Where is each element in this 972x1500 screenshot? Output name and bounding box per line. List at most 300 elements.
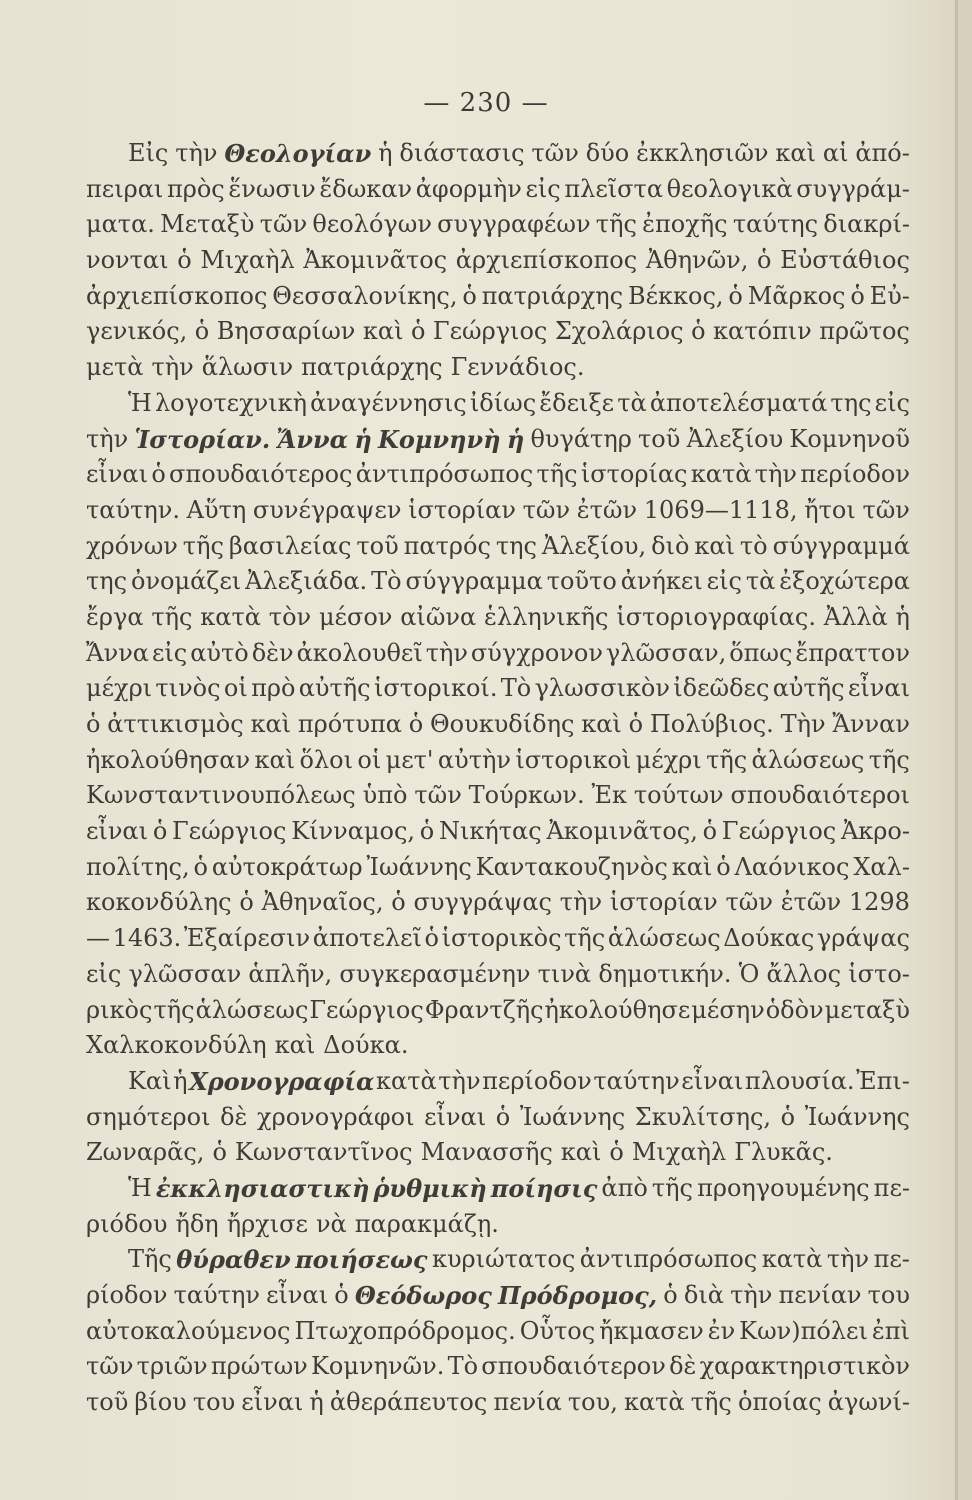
word: εἶναι	[847, 674, 910, 703]
word: Πτωχοπρόδρομος.	[294, 1316, 516, 1345]
word: εἶναι	[424, 1102, 487, 1131]
word: συνέγραψεν	[252, 495, 402, 524]
word: τῶν	[414, 781, 462, 810]
text-line	[86, 172, 910, 208]
word: Οὗτος	[519, 1316, 596, 1345]
word: Μιχαὴλ	[200, 246, 295, 275]
word: Εὐ-	[869, 281, 910, 310]
word: ρικὸς	[86, 995, 153, 1024]
word: ἱστο-	[848, 959, 910, 988]
paragraph	[86, 1064, 910, 1171]
word: Ἐξαίρεσιν	[183, 924, 311, 953]
text-line	[86, 778, 910, 814]
word: της	[830, 388, 872, 417]
word: συγκερασμένην	[339, 959, 531, 988]
word: Ἱστορίαν.	[134, 424, 271, 454]
word: ἐκκλησιῶν	[636, 139, 769, 167]
word: βασιλείας	[228, 531, 352, 560]
text-line	[86, 1064, 910, 1100]
word: καὶ	[560, 1138, 602, 1167]
word: πολίτης,	[86, 852, 190, 881]
word: ὁ	[757, 246, 772, 275]
text-line	[86, 1385, 910, 1421]
word: ὁ	[424, 924, 439, 953]
text-line	[86, 350, 910, 386]
word: Ἐπι-	[856, 1066, 910, 1095]
word: προηγουμένης	[697, 1173, 870, 1202]
word: χρόνων	[86, 531, 178, 560]
word: της	[495, 531, 537, 560]
word: μέχρι	[635, 745, 702, 774]
word: Σχολάριος	[554, 317, 684, 346]
word: τινὰ	[537, 959, 592, 988]
word: 1463.	[112, 924, 182, 953]
word: τοῦτο	[546, 567, 617, 596]
word: ἤτοι	[804, 495, 856, 524]
word: νονται	[86, 246, 169, 275]
word: ὁ	[462, 281, 477, 310]
word: Γεώργιος	[721, 817, 837, 846]
word: διακρί-	[823, 210, 910, 239]
word: δὲ	[669, 1352, 697, 1381]
word: διάστασις	[399, 139, 525, 167]
word: τῶν	[862, 495, 910, 524]
word: Ὁ	[738, 959, 760, 988]
word: οἱ	[223, 674, 248, 703]
word: Κομνηνῶν.	[311, 1352, 445, 1381]
word: ἔργα	[86, 602, 144, 631]
text-line	[86, 386, 910, 422]
word: Ἡ	[128, 388, 152, 417]
word: Ἄννα	[86, 638, 149, 667]
word: ταύτης	[732, 210, 819, 239]
word: ἐξοχώτερα	[779, 567, 910, 596]
word: καὶ	[362, 317, 404, 346]
word: πε-	[873, 1245, 910, 1274]
text-line	[86, 422, 910, 458]
word: καὶ	[581, 710, 622, 738]
text-line	[86, 279, 910, 315]
word: Γεώργιος	[172, 817, 287, 846]
text-line	[86, 529, 910, 565]
word: γλῶσσαν	[128, 959, 242, 988]
word: ἰδίως	[469, 388, 537, 417]
word: ὁ	[152, 817, 168, 846]
word: ἀρχιεπίσκοπος	[455, 246, 638, 275]
word: τὴν	[175, 139, 218, 167]
word: ὁ	[194, 317, 210, 346]
word: Ἄννα	[276, 424, 349, 454]
text-line	[86, 493, 910, 529]
word: τὸν	[268, 602, 312, 631]
paragraph	[86, 1171, 910, 1242]
page-number: — 230 —	[423, 88, 549, 118]
word: πατρός	[403, 531, 491, 560]
text-line	[86, 957, 910, 993]
word: Δούκας	[723, 924, 815, 953]
word: τῆς	[651, 1173, 693, 1202]
word: ἕνωσιν	[228, 174, 316, 203]
word: τὴν	[151, 353, 194, 382]
word: ἠκολούθησαν	[86, 745, 251, 774]
word: συγγράμ-	[796, 174, 910, 203]
word: ὁ	[691, 317, 706, 346]
page-edge	[958, 0, 972, 1500]
word: Βέκκος,	[627, 281, 724, 310]
text-line	[86, 1314, 910, 1350]
word: νὰ	[315, 1209, 347, 1238]
paragraph	[86, 136, 910, 386]
word: Ἰωάννης	[366, 852, 472, 881]
word: αἰῶνα	[400, 602, 477, 631]
word: αὐτὴν	[437, 745, 511, 774]
word: Ἀθηναῖος,	[261, 888, 384, 917]
word: κατόπιν	[713, 317, 812, 346]
word: κατὰ	[690, 460, 752, 489]
word: ὁ	[410, 317, 426, 346]
word: ἐπὶ	[871, 1316, 910, 1345]
word: Εὐστάθιος	[780, 246, 910, 275]
word: μέχρι	[86, 674, 153, 703]
word: του	[192, 1388, 236, 1417]
word: ἀφορμὴν	[415, 174, 522, 203]
word: Χρονογραφία	[189, 1066, 375, 1096]
word: πλεῖστα	[564, 174, 664, 203]
word: ταύτην	[593, 1066, 680, 1095]
word: Νικήτας	[438, 817, 542, 846]
word: του,	[567, 1388, 618, 1417]
word: Χαλκοκονδύλη	[86, 1031, 267, 1060]
word: ὁ	[495, 1102, 511, 1131]
word: ἡ	[895, 602, 910, 631]
word: Πολύβιος.	[649, 710, 774, 738]
word: ὁ	[408, 710, 424, 738]
word: αὐτῆς	[772, 674, 845, 703]
word: πρὸς	[166, 174, 225, 203]
word: αὐτῆς	[298, 674, 371, 703]
word: ὅπως	[729, 638, 793, 667]
word: τῆς	[595, 210, 637, 239]
word: Μιχαὴλ	[631, 1138, 727, 1167]
word: Κομνηνὴ	[377, 424, 501, 454]
word: ὁ	[663, 1281, 678, 1309]
word: ἐκκλησιαστικὴ	[155, 1173, 370, 1203]
word: ἀγωνί-	[827, 1388, 910, 1417]
text-line	[86, 314, 910, 350]
word: ὁ	[850, 281, 865, 310]
word: Κίνναμος,	[291, 817, 416, 846]
word: Τῆς	[128, 1245, 172, 1274]
word: τὴν	[754, 460, 797, 489]
word: διὰ	[683, 1281, 724, 1309]
word: Καντακουζηνὸς	[475, 852, 668, 881]
word: ἡ	[506, 424, 525, 454]
word: κατὰ	[761, 1245, 823, 1274]
text-line	[86, 1242, 910, 1278]
word: ὀνομάζει	[131, 567, 242, 596]
word: αὐτοκαλούμενος	[86, 1316, 291, 1345]
word: ἐποχῆς	[642, 210, 728, 239]
word: λογοτεχνικὴ	[154, 388, 308, 417]
word: σημότεροι	[86, 1102, 211, 1131]
word: μέσην	[691, 995, 765, 1024]
word: τοῦ	[638, 424, 681, 453]
word: μετὰ	[86, 353, 144, 382]
word: ὁ	[391, 888, 406, 917]
word: ὁποίας	[737, 1388, 822, 1417]
word: Σκυλίτσης,	[634, 1102, 772, 1131]
word: αἱ	[822, 139, 849, 167]
word: Λαόνικος	[734, 852, 850, 881]
word: Καὶ	[128, 1066, 172, 1095]
word: τῆς	[153, 995, 195, 1024]
word: καὶ	[775, 139, 816, 167]
word: σπουδαιότεροι	[730, 781, 910, 810]
word: τῆς	[536, 460, 578, 489]
word: Ἀλεξιάδα.	[245, 567, 368, 596]
word: τῶν	[522, 495, 571, 524]
word: δημοτικήν.	[598, 959, 732, 988]
word: ἤκμασεν	[599, 1316, 704, 1345]
word: μετ'	[385, 745, 434, 774]
word: Ἀθηνῶν,	[645, 246, 749, 275]
word: ἠκολούθησε	[544, 995, 691, 1024]
word: ρίοδον	[86, 1281, 168, 1309]
word: ὁ	[702, 817, 718, 846]
word: κατὰ	[200, 602, 261, 631]
word: 1069—1118,	[643, 495, 798, 524]
word: Γεννάδιος.	[450, 353, 585, 382]
text-line	[86, 1135, 910, 1171]
word: ταύτην.	[86, 495, 180, 524]
word: ἀποτελεῖ	[312, 924, 422, 953]
word: Κωνσταντῖνος	[234, 1138, 413, 1167]
word: καὶ	[254, 745, 296, 774]
word: τὴν	[559, 888, 603, 917]
word: τῆς	[868, 745, 910, 774]
word: εἶναι	[681, 1066, 744, 1095]
word: ὅλοι	[299, 745, 353, 774]
word: ἀναγέννησις	[310, 388, 467, 417]
word: τοῦ	[86, 1388, 129, 1417]
word: σύγγραμμά	[772, 531, 910, 560]
word: τῶν	[725, 888, 773, 917]
word: περίοδον	[482, 1066, 592, 1095]
word: παρακμάζῃ.	[354, 1209, 499, 1238]
word: τῆς	[182, 531, 224, 560]
word: ὁ	[419, 817, 435, 846]
word: εἰς	[151, 638, 188, 667]
word: τριῶν	[136, 1352, 208, 1381]
word: ἐτῶν	[780, 888, 842, 917]
text-line	[86, 1278, 910, 1314]
text-line	[86, 921, 910, 957]
word: ταύτην	[173, 1281, 260, 1309]
word: τὰ	[617, 388, 647, 417]
word: Θουκυδίδης	[430, 710, 575, 738]
word: γράψας	[816, 924, 910, 953]
word: τὴν	[730, 1281, 773, 1309]
word: πε-	[873, 1173, 910, 1202]
word: ὁ	[728, 281, 743, 310]
word: σύγγραμμα	[405, 567, 543, 596]
word: ἱστορίαν	[408, 495, 516, 524]
word: εἰς	[874, 388, 910, 417]
word: ἀντιπρόσωπος	[579, 1245, 758, 1274]
word: ποιήσεως	[295, 1245, 428, 1275]
word: ἰδεῶδες	[673, 674, 770, 703]
word: καὶ	[694, 531, 735, 560]
word: Κομνηνοῦ	[789, 424, 910, 453]
word: ἱστορικοί.	[373, 674, 498, 703]
word: διὸ	[651, 531, 690, 560]
word: τὴν	[425, 638, 468, 667]
word: ὑπὸ	[362, 781, 408, 810]
word: ὁ	[334, 1281, 349, 1309]
word: ἡ	[354, 424, 372, 454]
text-line	[86, 564, 910, 600]
word: τινὸς	[155, 674, 221, 703]
word: θεολόγων	[312, 210, 432, 239]
paragraph	[86, 1242, 910, 1420]
word: γλῶσσαν,	[605, 638, 727, 667]
word: τῶν	[259, 210, 308, 239]
word: τὴν	[86, 424, 129, 453]
word: ἁλώσεως	[751, 745, 865, 774]
word: ἀθεράπευτος	[329, 1388, 488, 1417]
word: γενικός,	[86, 317, 188, 346]
word: Γεώργιος	[309, 995, 424, 1024]
word: πατριάρχης	[301, 353, 443, 382]
word: μεταξὺ	[824, 995, 910, 1024]
word: τούτων	[633, 781, 724, 810]
word: θεολογικὰ	[666, 174, 793, 203]
word: πενία	[493, 1388, 562, 1417]
word: γλωσσικὸν	[534, 674, 670, 703]
word: πρώτων	[210, 1352, 308, 1381]
word: ἐν	[707, 1316, 736, 1345]
word: ὁ	[212, 1138, 227, 1167]
word: Εἰς	[128, 139, 169, 167]
word: ἡ	[173, 1066, 188, 1095]
text-line	[86, 993, 910, 1029]
text-line	[86, 707, 910, 743]
word: ἱστορικὸς	[441, 924, 562, 953]
word: ἀττικισμὸς	[107, 710, 244, 738]
word: ἱστορίας	[580, 460, 688, 489]
word: δύο	[585, 139, 630, 167]
word: εἶναι	[86, 817, 149, 846]
word: αὐτὸ	[190, 638, 249, 667]
word: Θεόδωρος	[354, 1281, 492, 1310]
word: του	[867, 1281, 910, 1309]
word: Τὴν	[780, 710, 826, 738]
word: κυριώτατος	[431, 1245, 576, 1274]
word: κατὰ	[376, 1066, 437, 1095]
word: ἔδειξε	[539, 388, 615, 417]
word: σπουδαιότερον	[481, 1352, 666, 1381]
word: Κωνσταντινουπόλεως	[86, 781, 356, 810]
word: Τὸ	[500, 674, 532, 703]
word: καὶ	[274, 1031, 316, 1060]
text-line	[86, 671, 910, 707]
word: τὴν	[826, 1245, 870, 1274]
word: ἤρχισε	[226, 1209, 308, 1238]
word: περίοδον	[800, 460, 910, 489]
word: Ἀκομινᾶτος	[303, 246, 448, 275]
word: πρῶτος	[819, 317, 910, 346]
text-line	[86, 743, 910, 779]
word: Θεολογίαν	[224, 139, 372, 168]
word: ἁλώσεως	[195, 995, 309, 1024]
page-edge-line	[955, 0, 958, 1500]
word: εἰς	[706, 567, 742, 596]
word: Ἀλλὰ	[823, 602, 888, 631]
word: ὁ	[177, 246, 192, 275]
word: Γλυκᾶς.	[734, 1138, 833, 1167]
word: ἡ	[378, 139, 393, 167]
word: τῆς	[151, 602, 193, 631]
word: Ἄνναν	[832, 710, 910, 738]
word: ὁ	[716, 852, 731, 881]
word: κατὰ	[623, 1388, 685, 1417]
word: ἀποτελέσματά	[649, 388, 828, 417]
word: ἐτῶν	[576, 495, 638, 524]
text-line	[86, 885, 910, 921]
word: Αὕτη	[186, 495, 247, 524]
word: Ἀλεξίου,	[541, 531, 647, 560]
word: καὶ	[250, 710, 292, 738]
word: Πρόδρομος,	[497, 1281, 658, 1310]
word: Μεταξὺ	[160, 210, 255, 239]
word: Ἀκρο-	[840, 817, 910, 846]
word: πενίαν	[778, 1281, 862, 1309]
word: Χαλ-	[853, 852, 910, 881]
word: ἁλώσεως	[607, 924, 721, 953]
word: Τούρκων.	[468, 781, 585, 810]
word: 1298	[848, 888, 910, 917]
word: σπουδαιότερος	[169, 460, 353, 489]
word: ματα.	[86, 210, 155, 239]
text-line	[86, 457, 910, 493]
word: Ἀκομινᾶτος,	[546, 817, 698, 846]
word: εἶναι	[266, 1281, 329, 1309]
word: χαρακτηριστικὸν	[699, 1352, 910, 1381]
word: πατριάρχης	[481, 281, 624, 310]
word: θύραθεν	[176, 1245, 291, 1275]
word: οἱ	[357, 745, 382, 774]
word: ἡ	[309, 1388, 324, 1417]
text-line	[86, 207, 910, 243]
paragraph	[86, 386, 910, 1064]
word: Ζωναρᾶς,	[86, 1138, 205, 1167]
word: ὁ	[609, 1138, 624, 1167]
word: ὁ	[193, 852, 208, 881]
word: Μανασσῆς	[420, 1138, 553, 1167]
word: Τὸ	[447, 1352, 479, 1381]
word: τῆς	[706, 745, 748, 774]
text-line	[86, 1207, 910, 1243]
word: Δούκα.	[323, 1031, 409, 1060]
word: Μᾶρκος	[747, 281, 846, 310]
word: Ἰωάννης	[519, 1102, 626, 1131]
word: τῆς	[690, 1388, 732, 1417]
word: Βησσαρίων	[216, 317, 356, 346]
word: τὰ	[745, 567, 776, 596]
text-line	[86, 1171, 910, 1207]
word: της	[86, 567, 128, 596]
word: Τὸ	[371, 567, 402, 596]
